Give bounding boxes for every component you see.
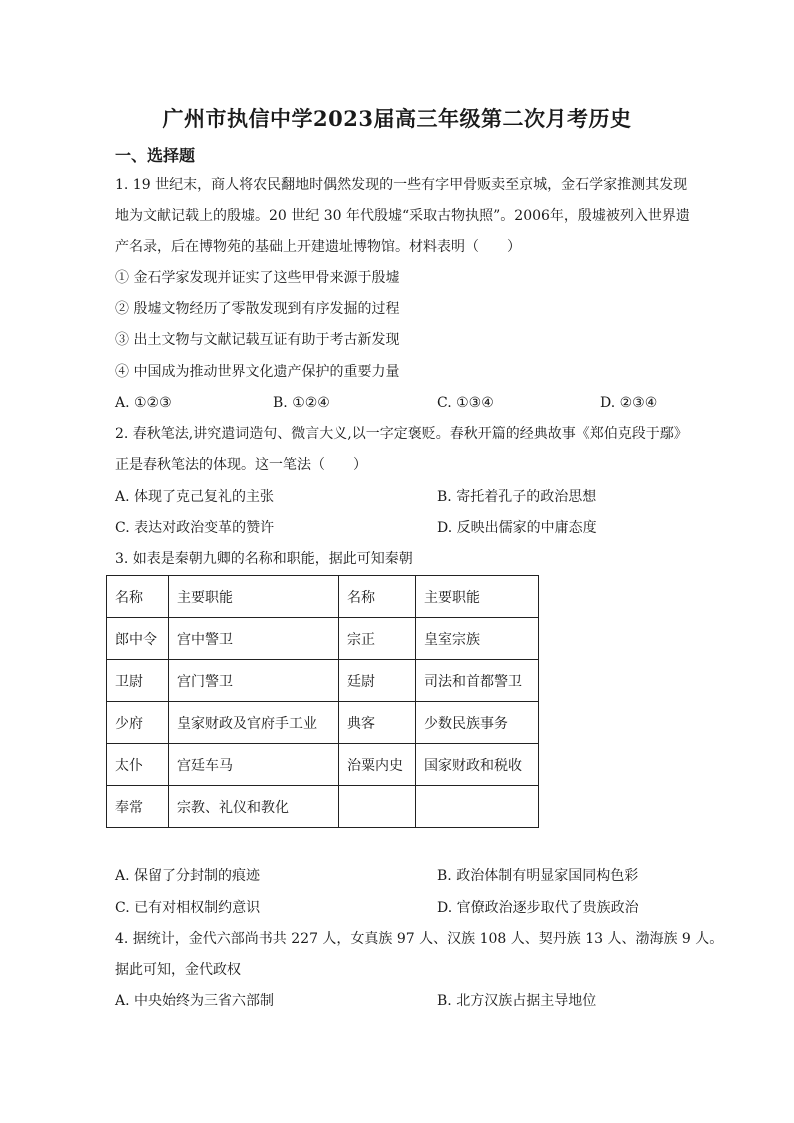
q1-stem-line: 1. 19 世纪末，商人将农民翻地时偶然发现的一些有字甲骨贩卖至京城，金石学家推测其发现 <box>115 177 688 193</box>
table-row <box>107 576 539 618</box>
section-heading: 一、选择题 <box>115 146 196 165</box>
q4-option-b: B. 北方汉族占据主导地位 <box>437 993 597 1009</box>
q3-option-b: B. 政治体制有明显家国同构色彩 <box>437 868 639 884</box>
table-cell: 典客 <box>339 702 416 744</box>
table-cell: 少数民族事务 <box>416 702 539 744</box>
q1-stem-line: 产名录，后在博物苑的基础上开建遗址博物馆。材料表明（ ） <box>115 239 521 255</box>
q3-option-a: A. 保留了分封制的痕迹 <box>115 868 261 884</box>
table-cell: 皇家财政及官府手工业 <box>169 702 339 744</box>
table-cell <box>339 786 416 828</box>
table-row <box>107 618 539 660</box>
table-row <box>107 744 539 786</box>
q2-option-b: B. 寄托着孔子的政治思想 <box>437 489 597 505</box>
table-cell <box>416 786 539 828</box>
table-row <box>107 660 539 702</box>
table-cell: 皇室宗族 <box>416 618 539 660</box>
q1-statement: ④ 中国成为推动世界文化遗产保护的重要力量 <box>115 364 400 380</box>
table-cell: 司法和首都警卫 <box>416 660 539 702</box>
table-header-cell: 名称 <box>339 576 416 618</box>
q1-stem-line: 地为文献记载上的殷墟。20 世纪 30 年代殷墟“采取古物执照”。2006年，殷墟被列入世界遗 <box>115 208 690 224</box>
table-cell: 宫门警卫 <box>169 660 339 702</box>
table-cell: 郎中令 <box>107 618 169 660</box>
q1-option-c: C. ①③④ <box>437 395 494 411</box>
q1-option-d: D. ②③④ <box>600 395 658 411</box>
q1-statement: ① 金石学家发现并证实了这些甲骨来源于殷墟 <box>115 270 400 286</box>
table-cell: 国家财政和税收 <box>416 744 539 786</box>
table-header-cell: 主要职能 <box>416 576 539 618</box>
table-cell: 少府 <box>107 702 169 744</box>
table-row <box>107 702 539 744</box>
table-cell: 宫廷车马 <box>169 744 339 786</box>
nine-ministers-table <box>106 575 539 828</box>
q2-option-a: A. 体现了克己复礼的主张 <box>115 489 275 505</box>
q2-option-c: C. 表达对政治变革的赞许 <box>115 520 275 536</box>
q4-stem-line: 4. 据统计，金代六部尚书共 227 人，女真族 97 人、汉族 108 人、契丹族 13 人、渤海族 9 人。 <box>115 931 724 947</box>
table-header-cell: 名称 <box>107 576 169 618</box>
table-cell: 太仆 <box>107 744 169 786</box>
q1-statement: ③ 出土文物与文献记载互证有助于考古新发现 <box>115 332 400 348</box>
table-cell: 廷尉 <box>339 660 416 702</box>
table-cell: 奉常 <box>107 786 169 828</box>
table-cell: 宗教、礼仪和教化 <box>169 786 339 828</box>
table-cell: 卫尉 <box>107 660 169 702</box>
q1-option-b: B. ①②④ <box>273 395 330 411</box>
q1-option-a: A. ①②③ <box>115 395 172 411</box>
table-cell: 治粟内史 <box>339 744 416 786</box>
q3-stem: 3. 如表是秦朝九卿的名称和职能，据此可知秦朝 <box>115 551 413 567</box>
q2-stem-line: 正是春秋笔法的体现。这一笔法（ ） <box>115 457 367 473</box>
table-cell: 宗正 <box>339 618 416 660</box>
q2-stem-line: 2. 春秋笔法,讲究遣词造句、微言大义,以一字定褒贬。春秋开篇的经典故事《郑伯克段于鄢》 <box>115 426 688 442</box>
table-header-cell: 主要职能 <box>169 576 339 618</box>
table-cell: 宫中警卫 <box>169 618 339 660</box>
q2-option-d: D. 反映出儒家的中庸态度 <box>437 520 597 536</box>
q3-option-c: C. 已有对相权制约意识 <box>115 900 261 916</box>
q3-option-d: D. 官僚政治逐步取代了贵族政治 <box>437 900 639 916</box>
exam-title: 广州市执信中学2023届高三年级第二次月考历史 <box>162 106 632 131</box>
q4-option-a: A. 中央始终为三省六部制 <box>115 993 275 1009</box>
q1-statement: ② 殷墟文物经历了零散发现到有序发掘的过程 <box>115 301 400 317</box>
table-row <box>107 786 539 828</box>
q4-stem-line: 据此可知，金代政权 <box>115 962 241 978</box>
